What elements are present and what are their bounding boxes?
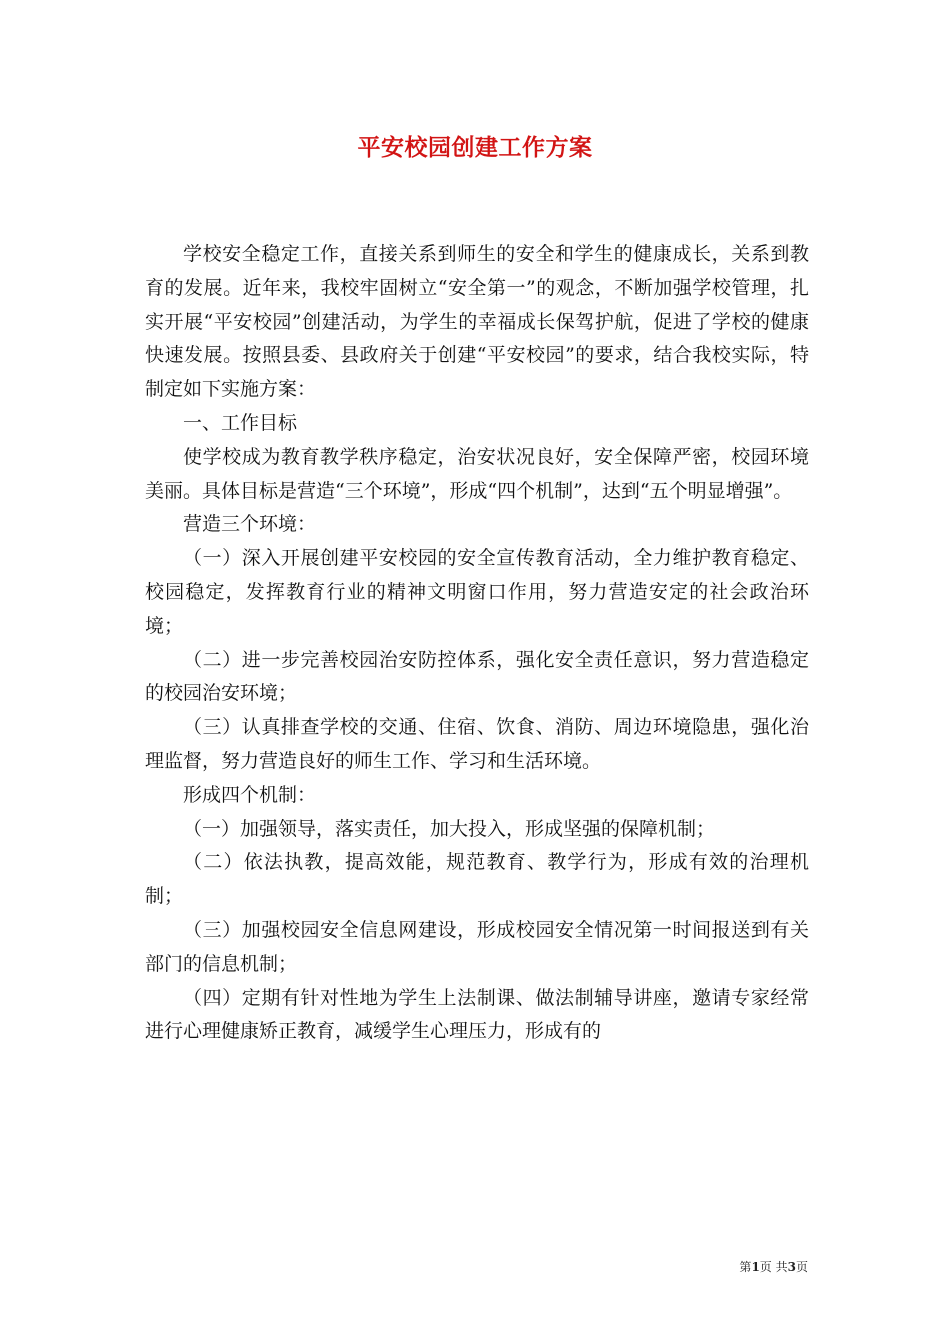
heading-four-mechanisms: 形成四个机制：: [183, 783, 317, 806]
list-item-mechanism-4: （四）定期有针对性地为学生上法制课、做法制辅导讲座，邀请专家经常进行心理健康矫正教育，减缓学生心理压力，形成有的: [145, 986, 809, 1043]
heading-work-goal: 一、工作目标: [183, 411, 298, 434]
list-item-mechanism-2: （二）依法执教，提高效能，规范教育、教学行为，形成有效的治理机制；: [145, 851, 809, 908]
current-page-number: 1: [751, 1260, 760, 1274]
total-page-number: 3: [787, 1260, 796, 1274]
paragraph-intro: 学校安全稳定工作，直接关系到师生的安全和学生的健康成长，关系到教育的发展。近年来，我校牢固树立“安全第一”的观念，不断加强学校管理，扎实开展“平安校园”创建活动，为学生的幸福成长保驾护航，促进了学校的健康快速发展。按照县委、县政府关于创建“平安校园”的要求，结合我校实际，特制定如下实施方案：: [145, 243, 809, 401]
footer-suffix: 页: [795, 1260, 808, 1274]
paragraph-goal: 使学校成为教育教学秩序稳定，治安状况良好，安全保障严密，校园环境美丽。具体目标是营造“三个环境”，形成“四个机制”，达到“五个明显增强”。: [145, 445, 809, 502]
list-item-mechanism-1: （一）加强领导，落实责任，加大投入，形成坚强的保障机制；: [183, 817, 716, 840]
document-body: [145, 238, 809, 1049]
footer-middle: 页 共: [759, 1260, 788, 1274]
list-item-mechanism-3: （三）加强校园安全信息网建设，形成校园安全情况第一时间报送到有关部门的信息机制；: [145, 918, 809, 975]
page-number-footer: [739, 1258, 808, 1275]
list-item-environment-3: （三）认真排查学校的交通、住宿、饮食、消防、周边环境隐患，强化治理监督，努力营造良好的师生工作、学习和生活环境。: [145, 716, 809, 772]
list-item-environment-1: （一）深入开展创建平安校园的安全宣传教育活动，全力维护教育稳定、校园稳定，发挥教育行业的精神文明窗口作用，努力营造安定的社会政治环境；: [145, 547, 809, 637]
footer-prefix: 第: [739, 1260, 752, 1274]
list-item-environment-2: （二）进一步完善校园治安防控体系，强化安全责任意识，努力营造稳定的校园治安环境；: [145, 648, 809, 705]
heading-three-environments: 营造三个环境：: [183, 513, 317, 536]
document-title: 平安校园创建工作方案: [357, 134, 593, 161]
